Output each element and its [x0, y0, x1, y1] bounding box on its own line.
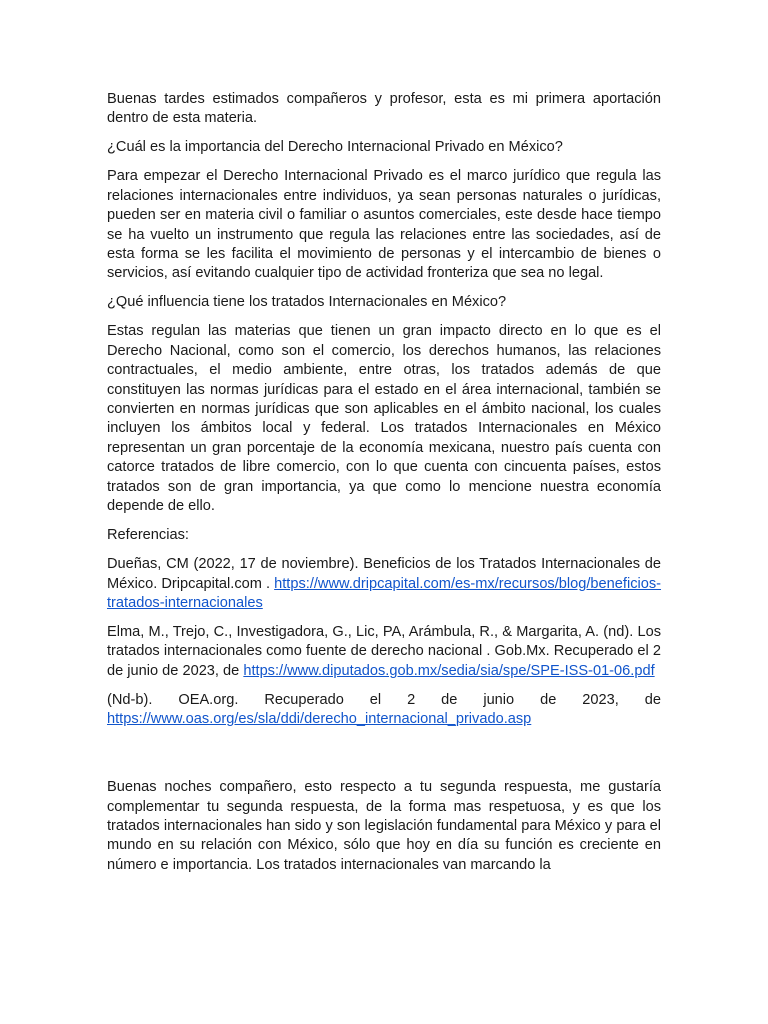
reference-link[interactable]: https://www.oas.org/es/sla/ddi/derecho_internacional_privado.asp	[107, 711, 532, 728]
intro-paragraph: Buenas tardes estimados compañeros y profesor, esta es mi primera aportación dentro de esta materia.	[107, 91, 661, 127]
reference-item	[107, 555, 661, 613]
answer-1-paragraph: Para empezar el Derecho Internacional Privado es el marco jurídico que regula las relaciones internacionales entre individuos, ya sean personas naturales o jurídicas, pueden ser en materia civil o familiar o asuntos comerciales, este desde hace tiempo se ha vuelto un instrumento que regula las relaciones entre las sociedades, así de esta forma se les facilita el movimiento de personas y el intercambio de bienes o servicios, así evitando cualquier tipo de actividad fronteriza que sea no legal.	[107, 168, 661, 282]
reference-text: Elma, M., Trejo, C., Investigadora, G., Lic, PA, Arámbula, R., & Margarita, A. (nd). Los tratados internacionales como fuente de derecho nacional . Gob.Mx. Recuperado el 2 de junio de 2023, de	[107, 623, 661, 679]
reference-text: (Nd-b). OEA.org. Recuperado el 2 de junio de 2023, de	[107, 691, 661, 708]
document-body	[107, 90, 661, 885]
reference-item	[107, 623, 661, 681]
reply-paragraph: Buenas noches compañero, esto respecto a tu segunda respuesta, me gustaría complementar tu segunda respuesta, de la forma mas respetuosa, y es que los tratados internacionales han sido y son legislación fundamental para México y para el mundo en su relación con México, sólo que hoy en día su función es creciente en número e importancia. Los tratados internacionales van marcando la	[107, 779, 661, 873]
question-2: ¿Qué influencia tiene los tratados Internacionales en México?	[107, 294, 507, 311]
reference-item	[107, 691, 661, 730]
reference-link[interactable]: https://www.diputados.gob.mx/sedia/sia/spe/SPE-ISS-01-06.pdf	[243, 662, 655, 679]
reference-text: Dueñas, CM (2022, 17 de noviembre). Beneficios de los Tratados Internacionales de México. Dripcapital.com .	[107, 556, 661, 592]
reference-link[interactable]: https://www.dripcapital.com/es-mx/recursos/blog/beneficios-tratados-internacionales	[107, 575, 662, 611]
answer-2-paragraph: Estas regulan las materias que tienen un gran impacto directo en lo que es el Derecho Nacional, como son el comercio, los derechos humanos, las relaciones contractuales, el medio ambiente, entre otras, los tratados además de que constituyen las normas jurídicas para el estado en el área internacional, también se convierten en normas jurídicas que son aplicables en el ámbito nacional, los cuales incluyen los ámbitos local y federal. Los tratados Internacionales en México representan un gran porcentaje de la economía mexicana, nuestro país cuenta con catorce tratados de libre comercio, con lo que cuenta con cincuenta países, estos tratados son de gran importancia, ya que como lo mencione nuestra economía depende de ello.	[107, 323, 661, 515]
section-gap	[107, 739, 661, 778]
references-heading: Referencias:	[107, 527, 189, 544]
question-1: ¿Cuál es la importancia del Derecho Internacional Privado en México?	[107, 139, 563, 156]
